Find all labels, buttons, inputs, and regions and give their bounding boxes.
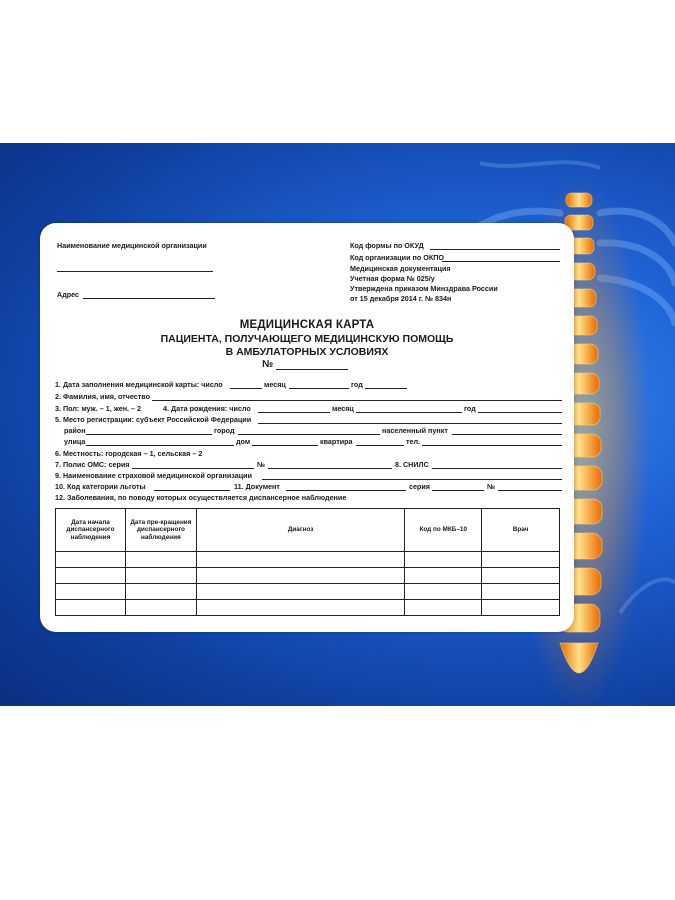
doc-type-text: Медицинская документация	[350, 264, 451, 273]
snils-line[interactable]	[432, 468, 562, 469]
card-title: МЕДИЦИНСКАЯ КАРТА	[239, 319, 375, 331]
approval-date-text: от 15 декабря 2014 г. № 834н	[350, 294, 452, 303]
full-name-label: 2. Фамилия, имя, отчество	[55, 392, 150, 401]
col-start-date: Дата начала диспансерного наблюдения	[56, 509, 126, 552]
house-label: дом	[236, 437, 251, 446]
fill-year-line[interactable]	[365, 388, 407, 389]
card-subtitle-2: В АМБУЛАТОРНЫХ УСЛОВИЯХ	[225, 346, 389, 358]
document-number-label: №	[487, 482, 496, 491]
birth-month-line[interactable]	[356, 412, 462, 413]
okud-label: Код формы по ОКУД	[350, 241, 424, 250]
table-cell[interactable]	[482, 552, 560, 568]
street-line[interactable]	[86, 445, 234, 446]
table-cell[interactable]	[405, 568, 482, 584]
table-row[interactable]	[56, 584, 560, 600]
settlement-line[interactable]	[452, 434, 562, 435]
table-cell[interactable]	[405, 600, 482, 616]
table-cell[interactable]	[196, 584, 404, 600]
table-row[interactable]	[56, 552, 560, 568]
sex-label: 3. Пол: муж. – 1, жен. – 2	[55, 404, 142, 413]
document-series-label: серия	[409, 482, 430, 491]
col-end-date: Дата пре-кращения диспансерного наблюдения	[125, 509, 196, 552]
form-number-text: Учетная форма № 025/у	[350, 274, 435, 283]
org-name-line[interactable]	[57, 271, 213, 272]
table-cell[interactable]	[196, 552, 404, 568]
house-line[interactable]	[252, 445, 318, 446]
document-label: 11. Документ	[234, 482, 280, 491]
table-cell[interactable]	[482, 600, 560, 616]
okpo-label: Код организации по ОКПО	[350, 253, 444, 262]
birth-year-line[interactable]	[478, 412, 562, 413]
table-cell[interactable]	[56, 600, 126, 616]
card-number-label: №	[262, 359, 274, 370]
apartment-line[interactable]	[356, 445, 404, 446]
table-row[interactable]	[56, 600, 560, 616]
table-cell[interactable]	[56, 552, 126, 568]
birth-year-label: год	[464, 404, 476, 413]
table-cell[interactable]	[405, 584, 482, 600]
table-header-row	[56, 509, 560, 552]
table-cell[interactable]	[125, 584, 196, 600]
table-cell[interactable]	[482, 568, 560, 584]
settlement-label: населенный пункт	[382, 426, 448, 435]
document-line[interactable]	[286, 490, 406, 491]
district-label: район	[64, 426, 86, 435]
address-label: Адрес	[57, 290, 80, 299]
birth-month-label: месяц	[332, 404, 354, 413]
col-diagnosis: Диагноз	[196, 509, 404, 552]
phone-label: тел.	[406, 437, 421, 446]
benefit-code-line[interactable]	[154, 490, 230, 491]
apartment-label: квартира	[320, 437, 353, 446]
approval-text: Утверждена приказом Минздрава России	[350, 284, 498, 293]
card-number-line[interactable]	[276, 369, 348, 370]
table-cell[interactable]	[196, 568, 404, 584]
table-cell[interactable]	[482, 584, 560, 600]
benefit-code-label: 10. Код категории льготы	[55, 482, 146, 491]
street-label: улица	[64, 437, 86, 446]
district-line[interactable]	[86, 434, 212, 435]
table-cell[interactable]	[56, 584, 126, 600]
oms-number-label: №	[257, 460, 266, 469]
phone-line[interactable]	[422, 445, 562, 446]
fill-year-label: год	[351, 380, 363, 389]
card-subtitle-1: ПАЦИЕНТА, ПОЛУЧАЮЩЕГО МЕДИЦИНСКУЮ ПОМОЩЬ	[160, 333, 454, 345]
table-cell[interactable]	[405, 552, 482, 568]
locality-label: 6. Местность: городская – 1, сельская – 2	[55, 449, 203, 458]
city-label: город	[214, 426, 235, 435]
city-line[interactable]	[238, 434, 380, 435]
table-cell[interactable]	[125, 552, 196, 568]
okpo-line[interactable]	[442, 261, 560, 262]
table-cell[interactable]	[125, 568, 196, 584]
snils-label: 8. СНИЛС	[395, 460, 429, 469]
insurer-line[interactable]	[262, 479, 562, 480]
document-number-line[interactable]	[498, 490, 562, 491]
fill-month-line[interactable]	[289, 388, 349, 389]
oms-series-label: 7. Полис ОМС: серия	[55, 460, 130, 469]
col-icd10-code: Код по МКБ–10	[405, 509, 482, 552]
table-cell[interactable]	[196, 600, 404, 616]
address-line[interactable]	[83, 298, 215, 299]
table-cell[interactable]	[56, 568, 126, 584]
dispensary-table	[55, 508, 560, 616]
fill-month-label: месяц	[264, 380, 286, 389]
document-series-line[interactable]	[432, 490, 484, 491]
col-doctor: Врач	[482, 509, 560, 552]
org-name-label: Наименование медицинской организации	[57, 241, 207, 250]
table-row[interactable]	[56, 568, 560, 584]
form-card	[40, 223, 574, 632]
insurer-label: 9. Наименование страховой медицинской организации	[55, 471, 253, 480]
birth-day-line[interactable]	[258, 412, 330, 413]
fill-date-label: 1. Дата заполнения медицинской карты: число	[55, 380, 223, 389]
oms-series-line[interactable]	[132, 468, 254, 469]
birth-date-label: 4. Дата рождения: число	[163, 404, 251, 413]
registration-label: 5. Место регистрации: субъект Российской Федерации	[55, 415, 252, 424]
region-line[interactable]	[258, 423, 562, 424]
fill-day-line[interactable]	[230, 388, 262, 389]
okud-line[interactable]	[430, 249, 560, 250]
diseases-label: 12. Заболевания, по поводу которых осуществляется диспансерное наблюдение	[55, 493, 347, 502]
full-name-line[interactable]	[152, 400, 562, 401]
table-cell[interactable]	[125, 600, 196, 616]
oms-number-line[interactable]	[268, 468, 392, 469]
